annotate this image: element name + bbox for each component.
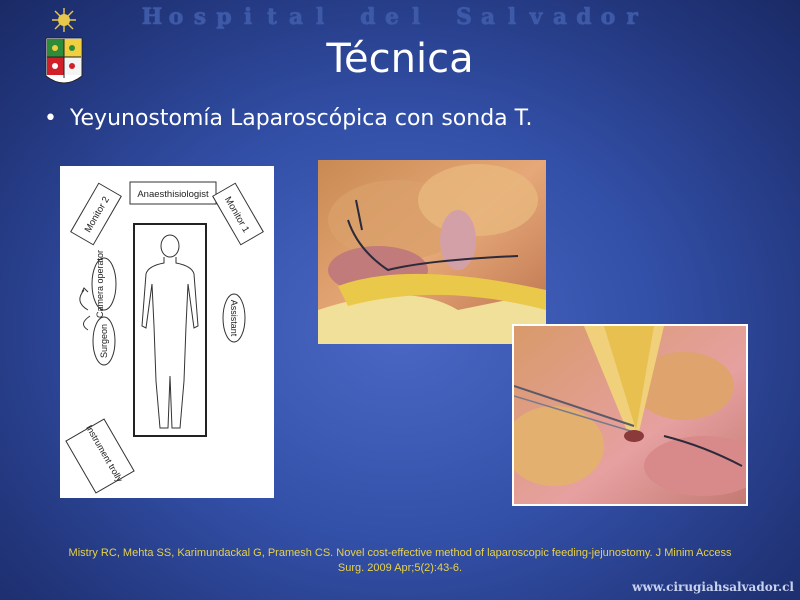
monitor1-label: Monitor 1 bbox=[222, 194, 252, 235]
slide-title: Técnica bbox=[326, 36, 474, 82]
hospital-name-letter: H bbox=[141, 4, 163, 30]
anaesthesiologist-label: Anaesthisiologist bbox=[137, 189, 209, 200]
citation bbox=[20, 546, 780, 576]
hospital-name-letter: l bbox=[411, 4, 421, 30]
monitor2-label: Monitor 2 bbox=[82, 194, 112, 235]
surgeon-box bbox=[93, 317, 115, 365]
hospital-name-letter: o bbox=[600, 4, 616, 30]
citation-line-1: Mistry RC, Mehta SS, Karimundackal G, Pramesh CS. Novel cost-effective method of laparoscopic feeding-jejunostomy. J Minim Access bbox=[68, 547, 732, 559]
bullet-dot-icon: • bbox=[44, 106, 57, 131]
hospital-name-letter: o bbox=[168, 4, 184, 30]
hospital-name-letter: a bbox=[288, 4, 304, 30]
operating-table bbox=[134, 224, 206, 436]
monitor1-box bbox=[213, 183, 264, 244]
hospital-name-letter: d bbox=[576, 4, 592, 30]
instrument-trolly-box bbox=[65, 417, 135, 495]
bullet-item bbox=[44, 106, 532, 131]
hospital-name-letter: a bbox=[480, 4, 496, 30]
hospital-name-letter: S bbox=[456, 4, 472, 30]
hospital-name-letter: r bbox=[626, 4, 638, 30]
hospital-name-letter: i bbox=[243, 4, 253, 30]
hospital-name-letter: e bbox=[385, 4, 399, 30]
hospital-name-letter: d bbox=[360, 4, 376, 30]
instrument-trolly-label: Instrument trolly bbox=[83, 423, 125, 484]
laparoscopic-photo-2 bbox=[512, 324, 748, 506]
citation-line-2: Surg. 2009 Apr;5(2):43-6. bbox=[337, 562, 463, 574]
swap-arrows-icon bbox=[80, 288, 90, 330]
operating-room-diagram bbox=[60, 166, 274, 498]
hospital-name-letter: l bbox=[315, 4, 325, 30]
hospital-name-letters bbox=[140, 4, 644, 30]
hospital-name bbox=[140, 4, 680, 30]
hospital-name-letter: a bbox=[552, 4, 568, 30]
hospital-name-letter: v bbox=[529, 4, 543, 30]
sun-emblem-icon bbox=[52, 8, 76, 32]
surgeon-label: Surgeon bbox=[99, 323, 109, 359]
anaesthesiologist-box bbox=[130, 182, 216, 204]
monitor2-box bbox=[71, 183, 122, 244]
laparoscopic-photo-1 bbox=[318, 160, 546, 344]
hospital-name-letter: t bbox=[266, 4, 278, 30]
assistant-box bbox=[223, 294, 245, 342]
hospital-name-letter: l bbox=[507, 4, 517, 30]
bullet-text: Yeyunostomía Laparoscópica con sonda T. bbox=[70, 106, 533, 131]
assistant-label: Assistant bbox=[229, 299, 239, 337]
camera-operator-box bbox=[92, 250, 116, 318]
hospital-name-letter: s bbox=[193, 4, 207, 30]
hospital-name-letter: p bbox=[216, 4, 232, 30]
website-url[interactable]: www.cirugiahsalvador.cl bbox=[632, 580, 794, 594]
camera-operator-label: Camera operator bbox=[95, 249, 105, 319]
